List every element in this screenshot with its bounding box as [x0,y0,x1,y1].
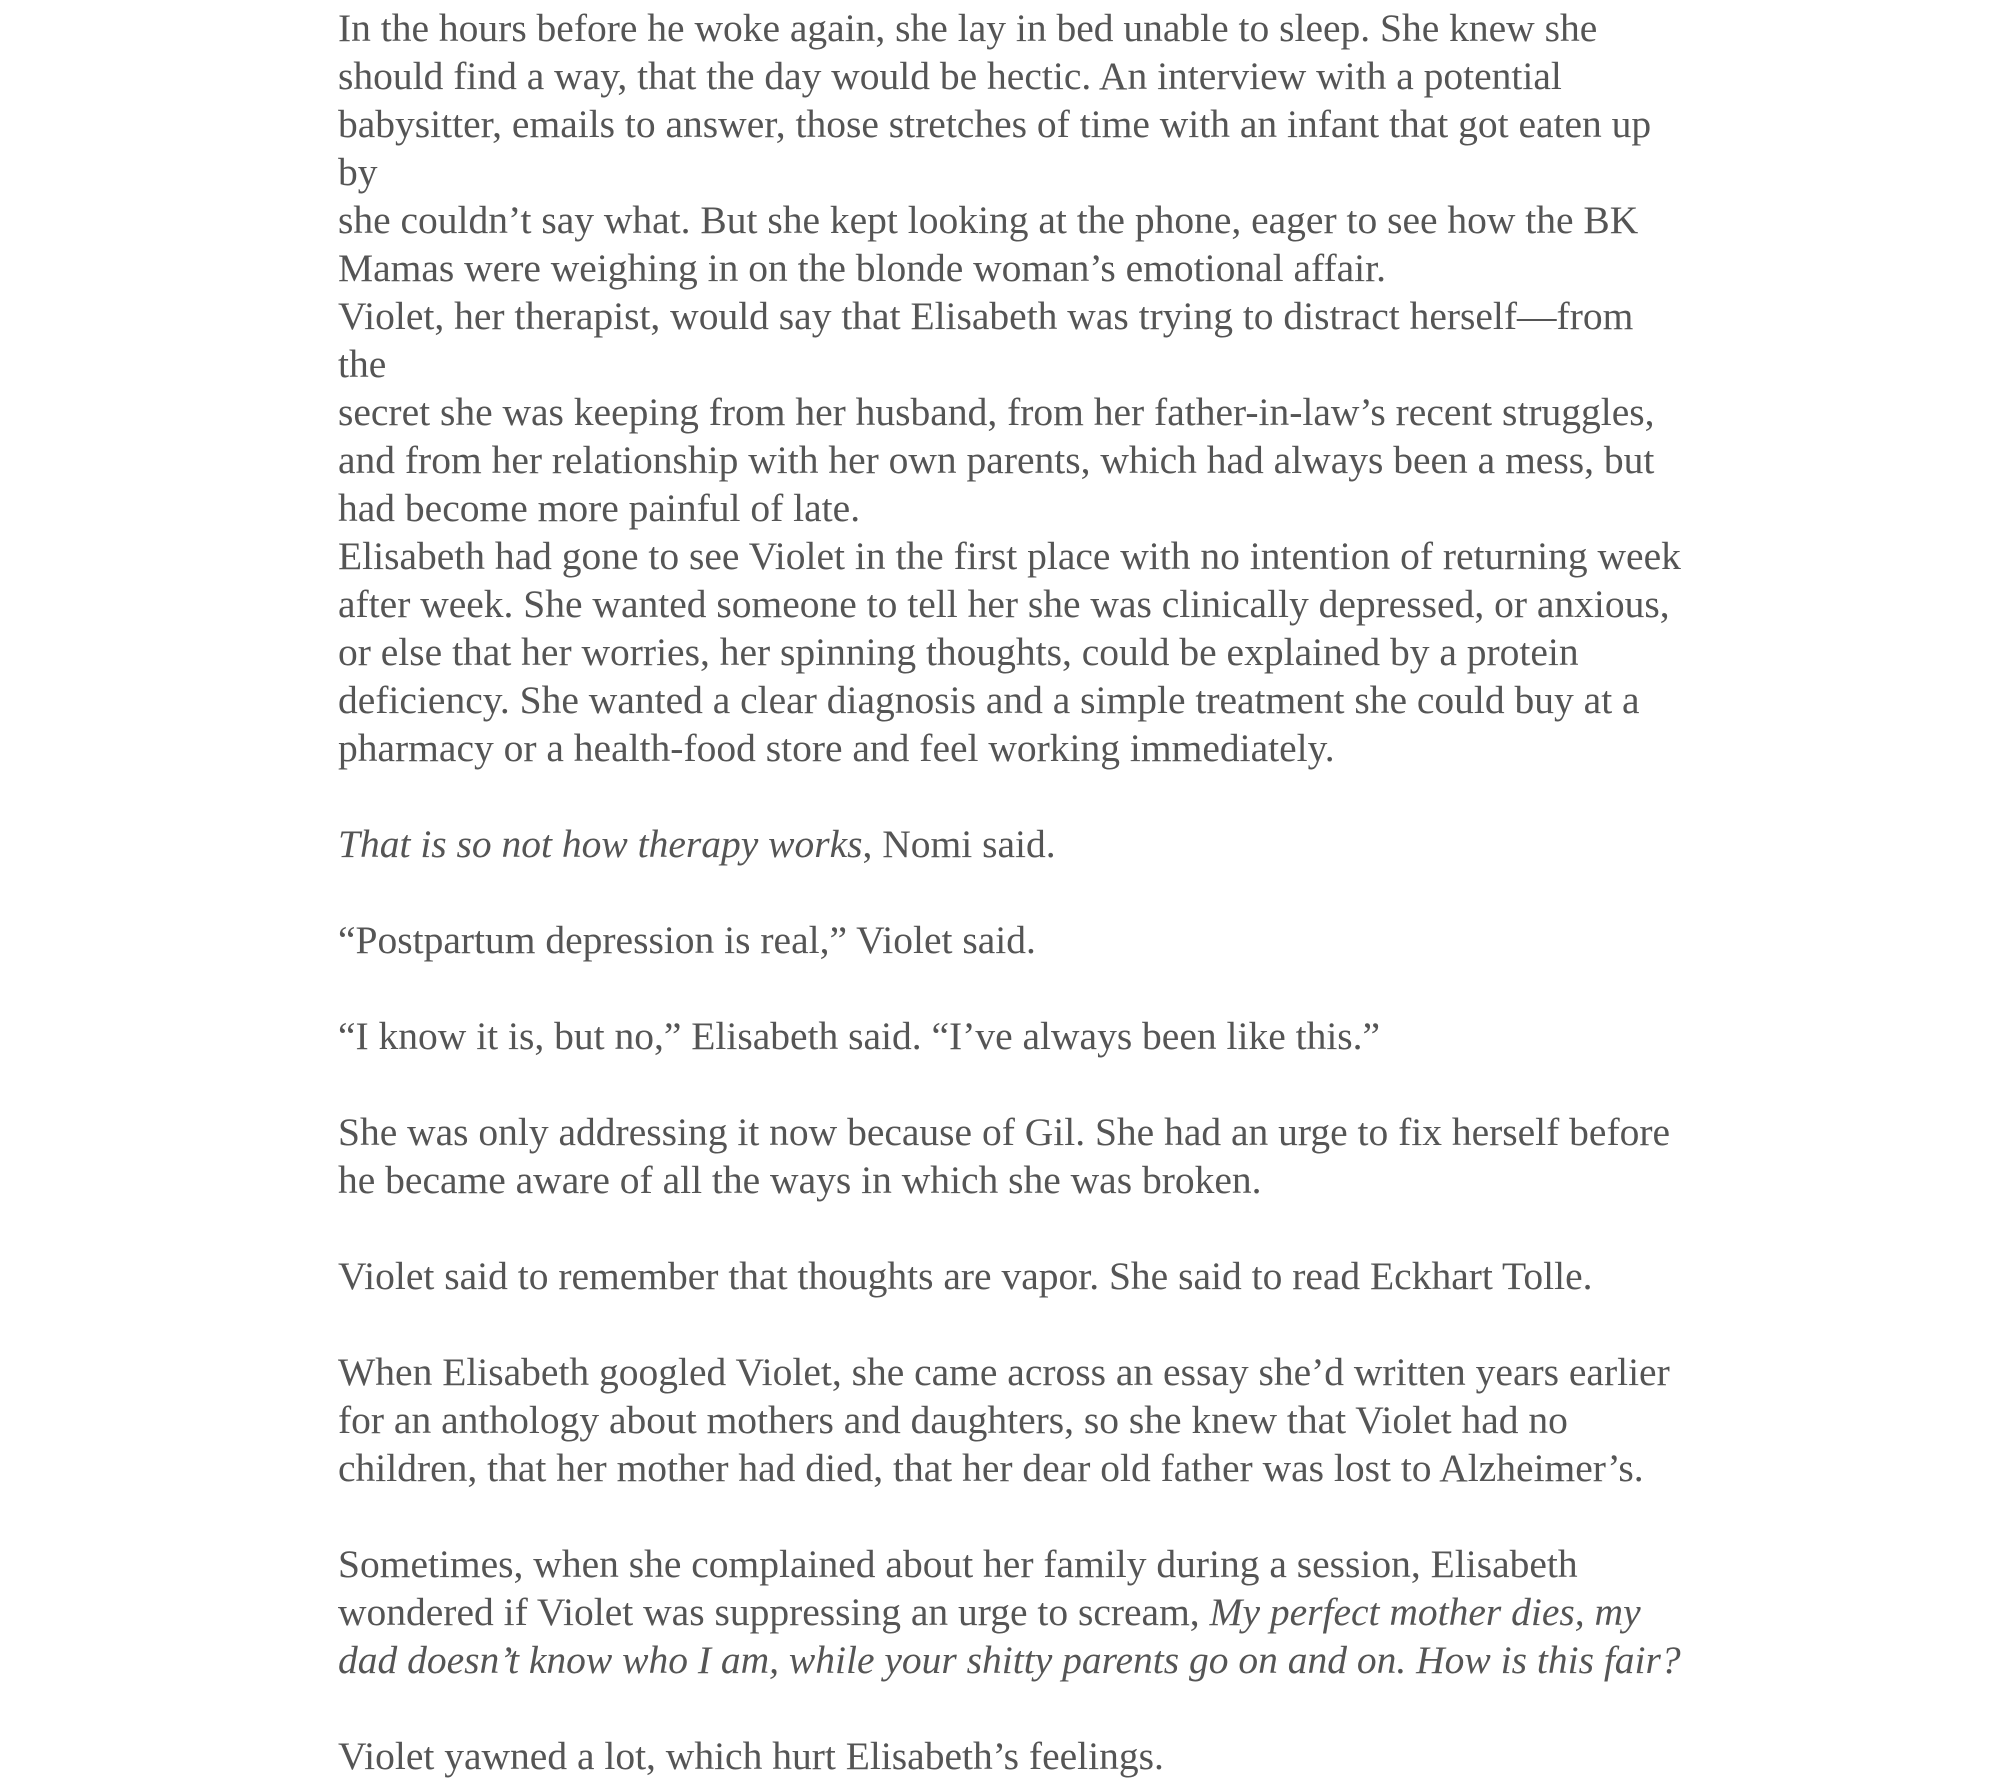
paragraph-10-text: Sometimes, when she complained about her family during a session, Elisabeth wondered if Violet was suppressing an urge to scream, [338,1542,1578,1634]
paragraph-8: Violet said to remember that thoughts are vapor. She said to read Eckhart Tolle. [338,1254,1593,1298]
paragraph-5: “Postpartum depression is real,” Violet said. [338,918,1036,962]
paragraph-1: In the hours before he woke again, she lay in bed unable to sleep. She knew she should find a way, that the day would be hectic. An interview with a potential babysitter, emails to answer, those stretches of time with an infant that got eaten up by she couldn’t say what. But she kept looking at the phone, eager to see how the BK Mamas were weighing in on the blonde woman’s emotional affair. [338,6,1652,290]
paragraph-4 [338,820,1056,868]
paragraph-10 [338,1540,1681,1684]
paragraph-9: When Elisabeth googled Violet, she came across an essay she’d written years earlier for an anthology about mothers and daughters, so she knew that Violet had no children, that her mother had died, that her dear old father was lost to Alzheimer’s. [338,1350,1670,1490]
paragraph-3: Elisabeth had gone to see Violet in the first place with no intention of returning week after week. She wanted someone to tell her she was clinically depressed, or anxious, or else that her worries, her spinning thoughts, could be explained by a protein deficiency. She wanted a clear diagnosis and a simple treatment she could buy at a pharmacy or a health-food store and feel working immediately. [338,534,1681,770]
paragraph-2: Violet, her therapist, would say that Elisabeth was trying to distract herself—from the secret she was keeping from her husband, from her father-in-law’s recent struggles, and from her relationship with her own parents, which had always been a mess, but had become more painful of late. [338,294,1655,530]
paragraph-4-italic: That is so not how therapy works [338,822,863,866]
paragraph-11: Violet yawned a lot, which hurt Elisabeth’s feelings. [338,1734,1164,1778]
paragraph-4-text: , Nomi said. [862,822,1056,866]
paragraph-10-italic: My perfect mother dies, my dad doesn’t know who I am, while your shitty parents go on and on. How is this fair? [338,1590,1681,1682]
paragraph-6: “I know it is, but no,” Elisabeth said. “I’ve always been like this.” [338,1014,1381,1058]
paragraph-7: She was only addressing it now because of Gil. She had an urge to fix herself before he became aware of all the ways in which she was broken. [338,1110,1671,1202]
